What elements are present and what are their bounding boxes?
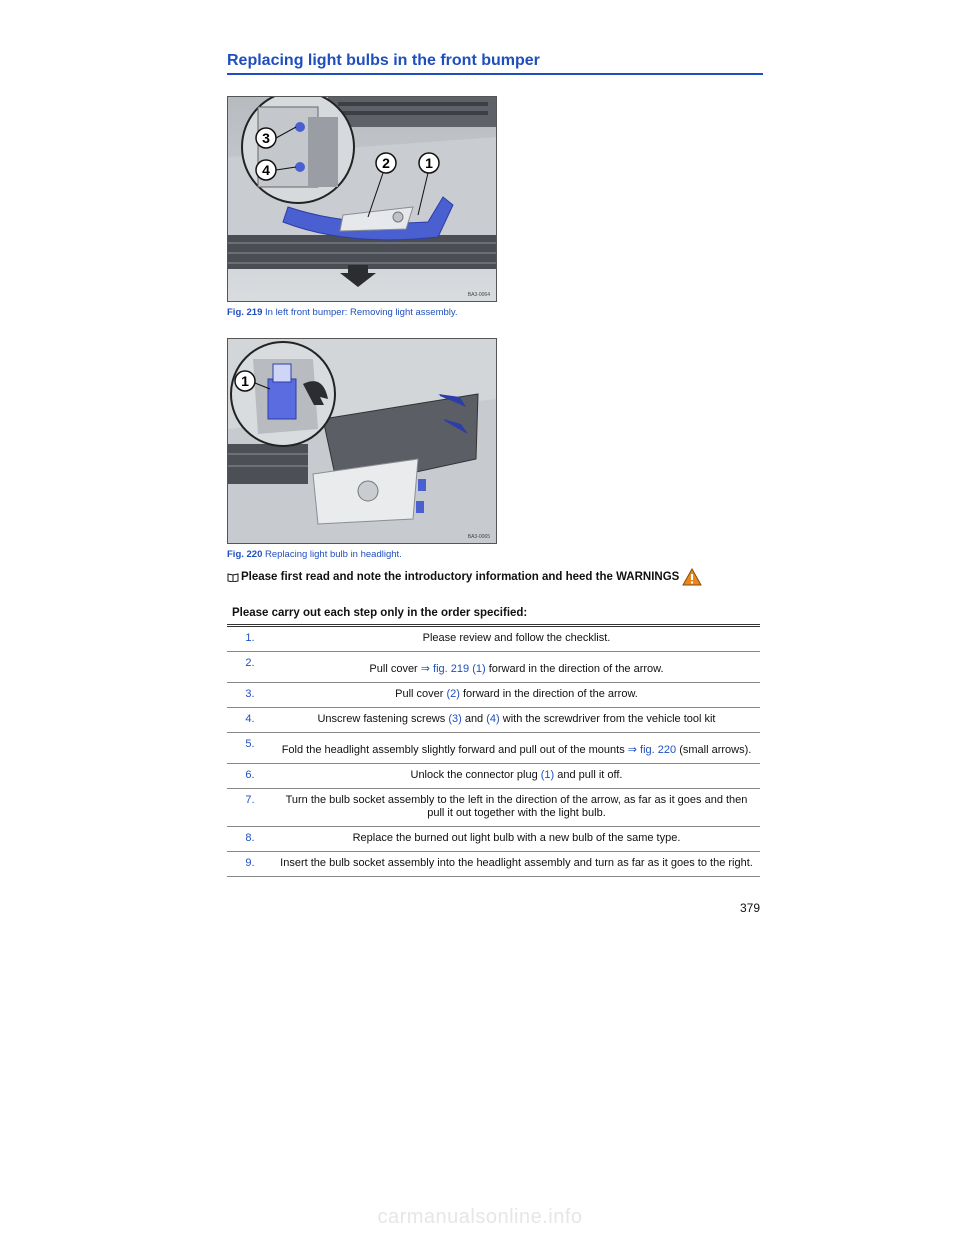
figure-code: BA3-0065 [467,534,490,540]
step-text-part: Pull cover [395,688,447,700]
step-text-part: Unlock the connector plug [410,769,541,781]
callout-1: 1 [241,373,249,389]
step-text-part: Pull cover [369,663,421,675]
step-text-part: and [461,713,487,725]
page-number: 379 [740,901,761,915]
table-row [227,852,760,877]
step-text-part: Insert the bulb socket assembly into the headlight assembly and turn as far as it goes to the right. [280,857,753,869]
step-number: 2. [227,652,273,683]
table-row [227,626,760,652]
reference-link[interactable]: ⇒ fig. 220 [627,744,677,756]
reference-link[interactable]: (1) [540,769,555,781]
step-text [273,708,760,733]
step-number: 3. [227,683,273,708]
figure-caption-text: In left front bumper: Removing light assembly. [262,307,458,318]
table-row [227,733,760,764]
table-row [227,708,760,733]
step-text-part: and pull it off. [554,769,623,781]
step-text [273,683,760,708]
callout-1: 1 [425,155,433,171]
table-row [227,764,760,789]
figure-label: Fig. 220 [227,549,263,560]
figure-220-illustration [227,338,497,544]
steps-table [227,624,760,877]
step-text [273,733,760,764]
callout-2: 2 [382,155,390,171]
figure-caption [227,307,458,318]
steps-heading: Please carry out each step only in the order specified: [232,607,528,619]
reference-link[interactable]: ⇒ fig. 219 (1) [420,663,486,675]
step-number: 5. [227,733,273,764]
figure-caption [227,549,402,560]
step-text [273,827,760,852]
page-title: Replacing light bulbs in the front bumper [227,52,763,75]
intro-text: Please first read and note the introductory information and heed the WARNINGS [241,571,680,583]
step-number: 9. [227,852,273,877]
step-text [273,789,760,827]
figure-caption-text: Replacing light bulb in headlight. [262,549,402,560]
step-text [273,764,760,789]
step-text-part: with the screwdriver from the vehicle tool kit [499,713,716,725]
warning-triangle-icon[interactable] [682,568,702,586]
step-text-part: Turn the bulb socket assembly to the left in the direction of the arrow, as far as it goes and then pull it out together with the light bulb. [285,794,748,819]
figure-label: Fig. 219 [227,307,263,318]
step-number: 1. [227,626,273,652]
table-row [227,789,760,827]
intro-note [227,568,702,586]
step-number: 7. [227,789,273,827]
figure-219-illustration [227,96,497,302]
reference-link[interactable]: (2) [446,688,460,700]
step-text-part: Please review and follow the checklist. [422,632,611,644]
step-text [273,652,760,683]
step-number: 6. [227,764,273,789]
reference-link[interactable]: (4) [486,713,500,725]
callout-4: 4 [262,162,270,178]
watermark: carmanualsonline.info [377,1206,583,1228]
step-text [273,626,760,652]
reference-link[interactable]: (3) [448,713,462,725]
figure-code: BA3-0064 [467,292,490,298]
table-row [227,683,760,708]
step-number: 4. [227,708,273,733]
step-text-part: forward in the direction of the arrow. [485,663,664,675]
step-text-part: Fold the headlight assembly slightly forward and pull out of the mounts [281,744,628,756]
step-number: 8. [227,827,273,852]
step-text-part: Unscrew fastening screws [317,713,449,725]
step-text-part: Replace the burned out light bulb with a new bulb of the same type. [352,832,681,844]
step-text-part: (small arrows). [676,744,752,756]
step-text [273,852,760,877]
book-icon [227,572,239,582]
table-row [227,827,760,852]
step-text-part: forward in the direction of the arrow. [459,688,638,700]
callout-3: 3 [262,130,270,146]
table-row [227,652,760,683]
